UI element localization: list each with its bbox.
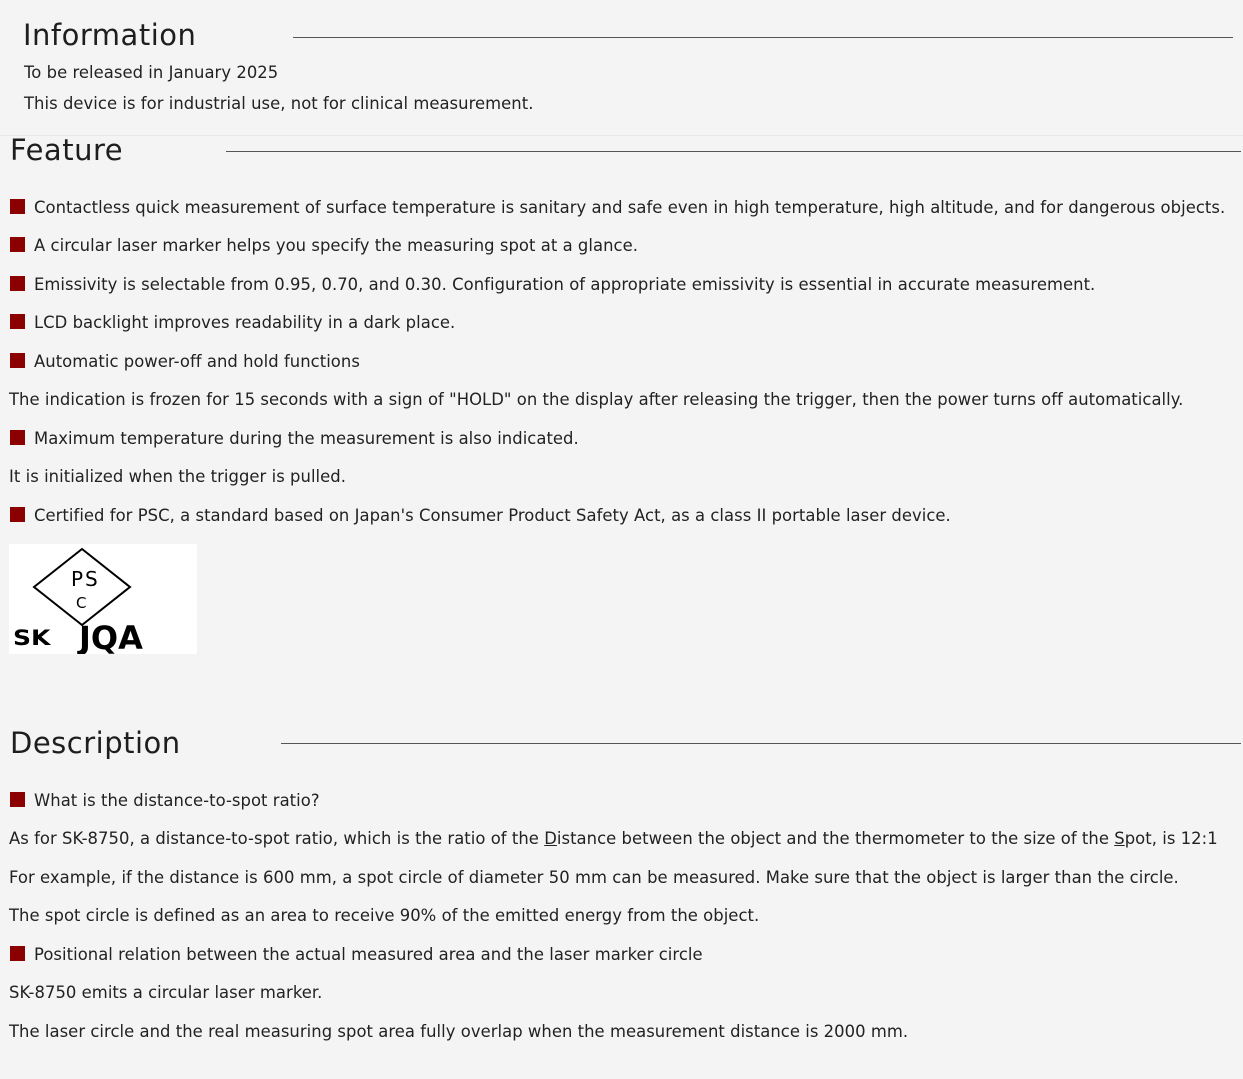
section-divider <box>0 135 1243 136</box>
bullet-icon <box>10 792 25 807</box>
bullet-icon <box>10 430 25 445</box>
svg-text:P: P <box>71 567 84 591</box>
feature-item: Maximum temperature during the measurement is also indicated. <box>10 429 579 448</box>
feature-item: Contactless quick measurement of surface temperature is sanitary and safe even in high temperature, high altitude, and for dangerous objects. <box>10 198 1225 217</box>
bullet-icon <box>10 314 25 329</box>
feature-item: Emissivity is selectable from 0.95, 0.70, and 0.30. Configuration of appropriate emissivity is essential in accurate measurement. <box>10 275 1095 294</box>
bullet-icon <box>10 353 25 368</box>
release-note: To be released in January 2025 <box>24 63 279 82</box>
bullet-icon <box>10 199 25 214</box>
dts-ratio-text: As for SK-8750, a distance-to-spot ratio, which is the ratio of the Distance between the object and the thermometer to the size of the Spot, is 12:1 <box>9 829 1218 848</box>
bullet-icon <box>10 276 25 291</box>
description-heading: Description <box>10 726 181 760</box>
question-positional-relation: Positional relation between the actual measured area and the laser marker circle <box>10 945 703 964</box>
svg-text:JQA: JQA <box>79 619 143 654</box>
svg-text:S: S <box>85 567 98 591</box>
laser-marker-text: SK-8750 emits a circular laser marker. <box>9 983 323 1002</box>
feature-item: Certified for PSC, a standard based on Japan's Consumer Product Safety Act, as a class II portable laser device. <box>10 506 951 525</box>
feature-item: Automatic power-off and hold functions <box>10 352 360 371</box>
svg-text:SK: SK <box>13 625 51 651</box>
bullet-icon <box>10 507 25 522</box>
overlap-text: The laser circle and the real measuring spot area fully overlap when the measurement distance is 2000 mm. <box>9 1022 909 1041</box>
feature-item: LCD backlight improves readability in a dark place. <box>10 313 455 332</box>
bullet-icon <box>10 946 25 961</box>
information-heading: Information <box>23 18 197 52</box>
spot-definition-text: The spot circle is defined as an area to receive 90% of the emitted energy from the object. <box>9 906 760 925</box>
psc-certification-logo <box>9 544 197 654</box>
description-rule <box>281 743 1241 744</box>
usage-note: This device is for industrial use, not for clinical measurement. <box>24 94 534 113</box>
svg-text:C: C <box>76 594 87 612</box>
bullet-icon <box>10 237 25 252</box>
feature-detail: It is initialized when the trigger is pulled. <box>9 467 347 486</box>
feature-item: A circular laser marker helps you specify the measuring spot at a glance. <box>10 236 638 255</box>
feature-detail: The indication is frozen for 15 seconds with a sign of "HOLD" on the display after releasing the trigger, then the power turns off automatically. <box>9 390 1184 409</box>
example-text: For example, if the distance is 600 mm, a spot circle of diameter 50 mm can be measured. Make sure that the object is larger than the circle. <box>9 868 1179 887</box>
feature-heading: Feature <box>10 133 124 167</box>
information-rule <box>293 37 1233 38</box>
feature-rule <box>226 151 1241 152</box>
question-dts-ratio: What is the distance-to-spot ratio? <box>10 791 320 810</box>
